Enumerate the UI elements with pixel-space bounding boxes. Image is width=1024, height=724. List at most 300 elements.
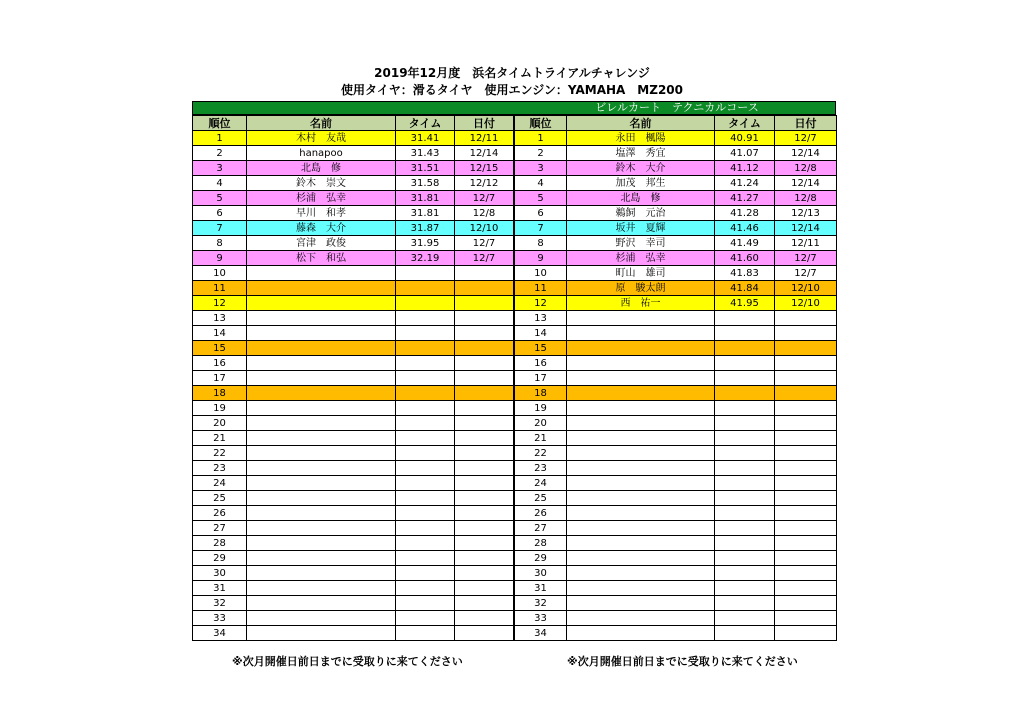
cell-name <box>567 521 715 536</box>
cell-date: 12/11 <box>455 131 514 146</box>
cell-time: 32.19 <box>396 251 455 266</box>
cell-rank: 4 <box>515 176 567 191</box>
cell-date <box>775 521 837 536</box>
cell-time <box>715 356 775 371</box>
cell-name <box>247 611 396 626</box>
table-row <box>515 491 837 506</box>
table-row <box>515 446 837 461</box>
cell-name <box>247 596 396 611</box>
cell-rank: 18 <box>193 386 247 401</box>
cell-rank: 8 <box>193 236 247 251</box>
cell-rank: 18 <box>515 386 567 401</box>
cell-name <box>567 551 715 566</box>
cell-date <box>775 626 837 641</box>
cell-name <box>567 311 715 326</box>
cell-name <box>247 476 396 491</box>
cell-name <box>247 506 396 521</box>
cell-time <box>396 536 455 551</box>
cell-time <box>396 491 455 506</box>
cell-date <box>775 491 837 506</box>
cell-time: 31.81 <box>396 191 455 206</box>
table-row <box>515 206 837 221</box>
cell-time: 31.51 <box>396 161 455 176</box>
cell-rank: 22 <box>193 446 247 461</box>
cell-time <box>715 611 775 626</box>
cell-time <box>396 551 455 566</box>
cell-time <box>715 491 775 506</box>
cell-rank: 13 <box>515 311 567 326</box>
cell-rank: 27 <box>515 521 567 536</box>
cell-time <box>715 326 775 341</box>
table-row <box>193 446 514 461</box>
cell-time: 31.81 <box>396 206 455 221</box>
cell-date <box>455 371 514 386</box>
cell-time: 41.27 <box>715 191 775 206</box>
cell-date: 12/11 <box>775 236 837 251</box>
table-row <box>515 581 837 596</box>
cell-rank: 7 <box>193 221 247 236</box>
table-row <box>515 611 837 626</box>
cell-time <box>715 401 775 416</box>
cell-rank: 19 <box>193 401 247 416</box>
cell-date <box>455 566 514 581</box>
cell-name <box>247 296 396 311</box>
table-row <box>515 131 837 146</box>
cell-name: 西 祐一 <box>567 296 715 311</box>
table-row <box>515 401 837 416</box>
table-row <box>193 596 514 611</box>
cell-time: 41.24 <box>715 176 775 191</box>
table-row <box>193 431 514 446</box>
cell-time <box>396 266 455 281</box>
cell-rank: 17 <box>193 371 247 386</box>
cell-name: 杉浦 弘幸 <box>247 191 396 206</box>
table-row <box>193 536 514 551</box>
cell-date <box>775 416 837 431</box>
cell-time <box>396 611 455 626</box>
cell-date <box>775 476 837 491</box>
cell-time: 41.46 <box>715 221 775 236</box>
cell-date <box>775 401 837 416</box>
table-row <box>515 266 837 281</box>
cell-name: 鈴木 崇文 <box>247 176 396 191</box>
cell-rank: 5 <box>193 191 247 206</box>
cell-date <box>455 581 514 596</box>
table-row <box>193 356 514 371</box>
cell-time <box>715 311 775 326</box>
cell-date: 12/14 <box>775 146 837 161</box>
cell-name <box>247 431 396 446</box>
cell-name <box>247 566 396 581</box>
cell-rank: 17 <box>515 371 567 386</box>
cell-rank: 34 <box>515 626 567 641</box>
cell-date <box>455 626 514 641</box>
cell-name: 松下 和弘 <box>247 251 396 266</box>
table-row <box>193 161 514 176</box>
table-row <box>193 251 514 266</box>
cell-name: 木村 友哉 <box>247 131 396 146</box>
cell-rank: 33 <box>193 611 247 626</box>
table-row <box>515 311 837 326</box>
cell-time <box>396 596 455 611</box>
rank-header: 順位 <box>193 116 247 131</box>
cell-date <box>455 536 514 551</box>
cell-time <box>396 386 455 401</box>
cell-date <box>775 341 837 356</box>
table-row <box>515 566 837 581</box>
time-header: タイム <box>396 116 455 131</box>
cell-date <box>775 446 837 461</box>
cell-name <box>247 446 396 461</box>
cell-time <box>396 326 455 341</box>
table-row <box>193 581 514 596</box>
cell-name <box>567 371 715 386</box>
cell-rank: 1 <box>515 131 567 146</box>
cell-time <box>396 566 455 581</box>
cell-time: 41.12 <box>715 161 775 176</box>
cell-date <box>455 506 514 521</box>
cell-rank: 14 <box>515 326 567 341</box>
cell-rank: 23 <box>515 461 567 476</box>
cell-name: 早川 和孝 <box>247 206 396 221</box>
cell-name <box>567 626 715 641</box>
page-title: 2019年12月度 浜名タイムトライアルチャレンジ <box>374 66 650 80</box>
cell-date <box>775 566 837 581</box>
cell-date <box>455 551 514 566</box>
cell-rank: 26 <box>515 506 567 521</box>
cell-time <box>715 371 775 386</box>
cell-name: 坂井 夏輝 <box>567 221 715 236</box>
name-header: 名前 <box>567 116 715 131</box>
rank-header: 順位 <box>515 116 567 131</box>
cell-date: 12/8 <box>455 206 514 221</box>
cell-date <box>775 371 837 386</box>
cell-date: 12/7 <box>455 191 514 206</box>
cell-time <box>715 536 775 551</box>
table-row <box>515 176 837 191</box>
cell-time <box>396 461 455 476</box>
cell-date: 12/14 <box>775 176 837 191</box>
cell-time <box>396 371 455 386</box>
table-row <box>515 386 837 401</box>
cell-name: 鵜飼 元治 <box>567 206 715 221</box>
cell-name <box>247 371 396 386</box>
cell-date: 12/7 <box>455 251 514 266</box>
cell-name: 野沢 幸司 <box>567 236 715 251</box>
cell-name <box>247 461 396 476</box>
table-row <box>193 326 514 341</box>
cell-date <box>775 356 837 371</box>
cell-time: 31.87 <box>396 221 455 236</box>
cell-rank: 6 <box>193 206 247 221</box>
cell-name: 鈴木 大介 <box>567 161 715 176</box>
cell-rank: 9 <box>193 251 247 266</box>
cell-time: 31.41 <box>396 131 455 146</box>
cell-name <box>247 416 396 431</box>
table-row <box>515 296 837 311</box>
cell-time <box>715 506 775 521</box>
cell-name: 杉浦 弘幸 <box>567 251 715 266</box>
cell-rank: 13 <box>193 311 247 326</box>
cell-date <box>775 581 837 596</box>
table-row <box>515 371 837 386</box>
cell-date <box>455 416 514 431</box>
footer-note-left: ※次月開催日前日までに受取りに来てください <box>232 655 463 668</box>
table-row <box>193 176 514 191</box>
cell-time <box>715 596 775 611</box>
cell-time <box>715 626 775 641</box>
footer-note-right: ※次月開催日前日までに受取りに来てください <box>567 655 798 668</box>
cell-rank: 34 <box>193 626 247 641</box>
cell-time: 40.91 <box>715 131 775 146</box>
table-row <box>193 626 514 641</box>
cell-date: 12/8 <box>775 191 837 206</box>
cell-date <box>455 611 514 626</box>
cell-rank: 11 <box>193 281 247 296</box>
cell-rank: 10 <box>193 266 247 281</box>
cell-date: 12/7 <box>775 251 837 266</box>
cell-rank: 28 <box>193 536 247 551</box>
cell-time <box>715 416 775 431</box>
table-row <box>193 461 514 476</box>
table-row <box>515 251 837 266</box>
cell-date <box>775 551 837 566</box>
cell-rank: 27 <box>193 521 247 536</box>
table-row <box>193 206 514 221</box>
cell-date <box>775 326 837 341</box>
cell-time <box>396 281 455 296</box>
ranking-table-right <box>514 115 837 641</box>
cell-date: 12/7 <box>775 131 837 146</box>
cell-name: 北島 修 <box>567 191 715 206</box>
cell-date: 12/7 <box>775 266 837 281</box>
cell-name: 加茂 邦生 <box>567 176 715 191</box>
cell-date <box>775 596 837 611</box>
cell-time <box>715 341 775 356</box>
table-row <box>193 236 514 251</box>
cell-name <box>247 266 396 281</box>
cell-name <box>567 536 715 551</box>
table-row <box>515 236 837 251</box>
cell-rank: 5 <box>515 191 567 206</box>
table-row <box>193 191 514 206</box>
cell-rank: 2 <box>193 146 247 161</box>
cell-name <box>567 596 715 611</box>
cell-time: 41.84 <box>715 281 775 296</box>
table-row <box>193 611 514 626</box>
date-header: 日付 <box>775 116 837 131</box>
cell-date <box>775 311 837 326</box>
cell-rank: 29 <box>515 551 567 566</box>
cell-rank: 3 <box>193 161 247 176</box>
cell-name <box>247 401 396 416</box>
cell-name <box>567 416 715 431</box>
cell-name <box>567 431 715 446</box>
cell-name: 町山 雄司 <box>567 266 715 281</box>
cell-name <box>567 491 715 506</box>
cell-time <box>396 356 455 371</box>
cell-time <box>396 446 455 461</box>
cell-name <box>247 626 396 641</box>
cell-rank: 15 <box>515 341 567 356</box>
cell-rank: 29 <box>193 551 247 566</box>
cell-date <box>775 386 837 401</box>
table-row <box>515 161 837 176</box>
cell-time <box>715 446 775 461</box>
cell-name: 宮津 政俊 <box>247 236 396 251</box>
cell-rank: 8 <box>515 236 567 251</box>
table-row <box>193 551 514 566</box>
cell-name: 北島 修 <box>247 161 396 176</box>
table-row <box>515 326 837 341</box>
cell-rank: 15 <box>193 341 247 356</box>
cell-date: 12/14 <box>455 146 514 161</box>
cell-rank: 19 <box>515 401 567 416</box>
table-row <box>193 146 514 161</box>
cell-name <box>567 476 715 491</box>
table-row <box>193 266 514 281</box>
cell-date <box>455 461 514 476</box>
cell-time: 41.49 <box>715 236 775 251</box>
table-row <box>193 296 514 311</box>
cell-rank: 12 <box>515 296 567 311</box>
table-row <box>515 536 837 551</box>
cell-time <box>396 476 455 491</box>
table-body-right <box>515 131 837 641</box>
cell-date <box>455 401 514 416</box>
cell-date: 12/13 <box>775 206 837 221</box>
cell-name <box>567 461 715 476</box>
cell-date: 12/10 <box>775 281 837 296</box>
cell-name <box>247 491 396 506</box>
cell-time <box>396 416 455 431</box>
cell-date <box>455 311 514 326</box>
table-row <box>515 356 837 371</box>
cell-name <box>567 506 715 521</box>
cell-rank: 21 <box>515 431 567 446</box>
cell-date <box>455 356 514 371</box>
cell-date <box>775 461 837 476</box>
cell-date <box>455 431 514 446</box>
table-body-left <box>193 131 514 641</box>
cell-time <box>396 626 455 641</box>
cell-rank: 24 <box>515 476 567 491</box>
cell-name <box>247 536 396 551</box>
cell-name <box>247 326 396 341</box>
time-header: タイム <box>715 116 775 131</box>
cell-rank: 30 <box>193 566 247 581</box>
cell-time: 41.07 <box>715 146 775 161</box>
cell-date: 12/7 <box>455 236 514 251</box>
cell-rank: 1 <box>193 131 247 146</box>
cell-time: 31.58 <box>396 176 455 191</box>
cell-name <box>247 356 396 371</box>
cell-name <box>247 521 396 536</box>
table-row <box>515 461 837 476</box>
table-row <box>193 371 514 386</box>
cell-date <box>775 431 837 446</box>
table-row <box>193 281 514 296</box>
cell-rank: 31 <box>515 581 567 596</box>
cell-date <box>455 266 514 281</box>
cell-rank: 7 <box>515 221 567 236</box>
cell-name <box>567 356 715 371</box>
cell-time: 41.28 <box>715 206 775 221</box>
cell-rank: 28 <box>515 536 567 551</box>
cell-date <box>455 326 514 341</box>
cell-rank: 20 <box>515 416 567 431</box>
cell-rank: 24 <box>193 476 247 491</box>
cell-time <box>396 506 455 521</box>
cell-time <box>396 311 455 326</box>
cell-rank: 26 <box>193 506 247 521</box>
cell-name: 永田 楓陽 <box>567 131 715 146</box>
cell-rank: 32 <box>515 596 567 611</box>
cell-name: 藤森 大介 <box>247 221 396 236</box>
table-row <box>193 341 514 356</box>
column-header-row <box>193 116 514 131</box>
cell-rank: 32 <box>193 596 247 611</box>
table-row <box>515 431 837 446</box>
cell-time <box>396 431 455 446</box>
cell-date <box>455 491 514 506</box>
cell-name <box>247 386 396 401</box>
table-row <box>193 416 514 431</box>
cell-rank: 16 <box>515 356 567 371</box>
page-subtitle: 使用タイヤ：滑るタイヤ 使用エンジン：YAMAHA MZ200 <box>341 83 683 97</box>
cell-name <box>247 281 396 296</box>
cell-date: 12/8 <box>775 161 837 176</box>
cell-time <box>715 431 775 446</box>
cell-time <box>715 551 775 566</box>
table-row <box>515 146 837 161</box>
table-row <box>193 131 514 146</box>
table-row <box>515 341 837 356</box>
cell-time <box>715 566 775 581</box>
cell-time <box>396 296 455 311</box>
cell-date: 12/15 <box>455 161 514 176</box>
cell-rank: 21 <box>193 431 247 446</box>
cell-date <box>775 536 837 551</box>
cell-date <box>775 611 837 626</box>
cell-time: 41.60 <box>715 251 775 266</box>
cell-date: 12/12 <box>455 176 514 191</box>
cell-rank: 11 <box>515 281 567 296</box>
table-row <box>193 521 514 536</box>
table-row <box>193 566 514 581</box>
cell-time <box>715 461 775 476</box>
cell-date <box>455 476 514 491</box>
cell-rank: 31 <box>193 581 247 596</box>
cell-time <box>396 581 455 596</box>
cell-rank: 25 <box>193 491 247 506</box>
cell-name: 原 駿太朗 <box>567 281 715 296</box>
cell-rank: 25 <box>515 491 567 506</box>
cell-date: 12/14 <box>775 221 837 236</box>
cell-name <box>567 611 715 626</box>
cell-rank: 16 <box>193 356 247 371</box>
cell-name <box>567 401 715 416</box>
table-row <box>193 491 514 506</box>
cell-date <box>455 596 514 611</box>
table-row <box>193 401 514 416</box>
cell-rank: 6 <box>515 206 567 221</box>
cell-date <box>455 296 514 311</box>
cell-time <box>715 581 775 596</box>
cell-rank: 3 <box>515 161 567 176</box>
cell-time <box>715 521 775 536</box>
cell-name <box>567 446 715 461</box>
